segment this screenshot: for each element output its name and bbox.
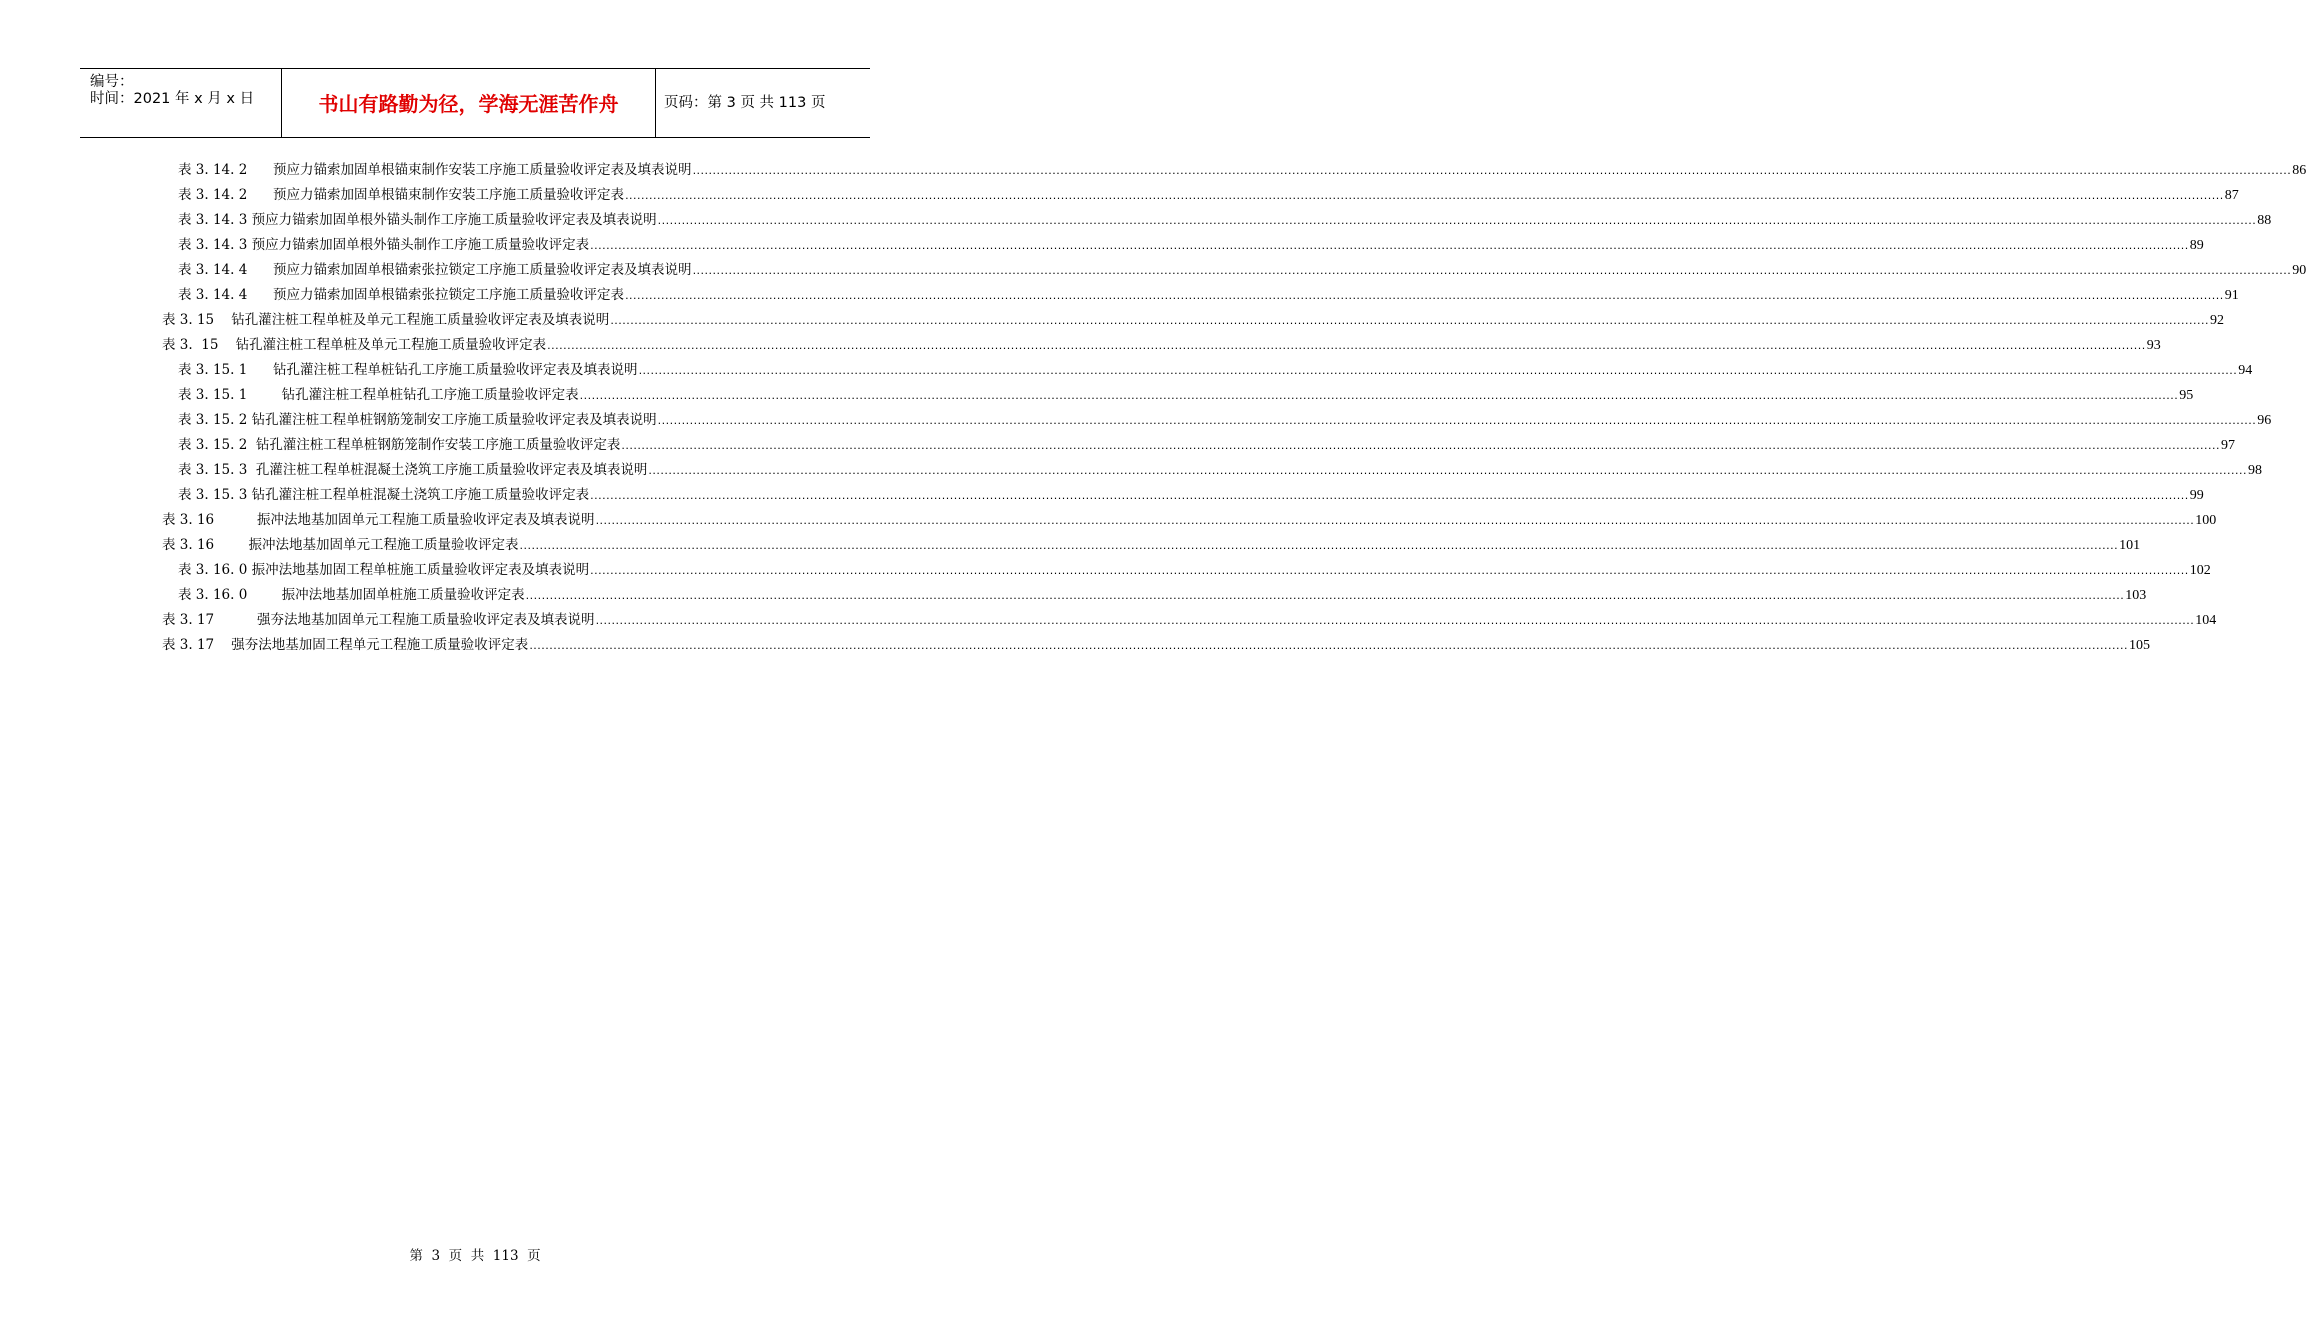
header-meta-cell bbox=[80, 69, 280, 137]
toc-entry-page-number: 104 bbox=[2195, 613, 2217, 628]
toc-entry[interactable] bbox=[178, 410, 2272, 430]
page-header bbox=[80, 68, 870, 138]
toc-entry-title: 表 3. 14. 3 预应力锚索加固单根外锚头制作工序施工质量验收评定表 bbox=[178, 237, 590, 253]
toc-dot-leader: ................................................................................................................................................................................................................................................................................................................................................................................................................ bbox=[621, 439, 2221, 452]
toc-entry-page-number: 90 bbox=[2292, 263, 2306, 278]
toc-entry-page-number: 95 bbox=[2179, 388, 2194, 403]
toc-entry[interactable] bbox=[178, 160, 2306, 180]
toc-entry-page-number: 86 bbox=[2292, 163, 2306, 178]
toc-entry-title: 表 3. 15. 2 钻孔灌注桩工程单桩钢筋笼制作安装工序施工质量验收评定表 bbox=[178, 437, 621, 453]
toc-entry[interactable] bbox=[178, 560, 2211, 580]
toc-dot-leader: ................................................................................................................................................................................................................................................................................................................................................................................................................ bbox=[590, 239, 2189, 252]
toc-dot-leader: ................................................................................................................................................................................................................................................................................................................................................................................................................ bbox=[657, 214, 2257, 227]
toc-entry-page-number: 99 bbox=[2189, 488, 2204, 503]
toc-entry[interactable] bbox=[178, 385, 2194, 405]
toc-dot-leader: ................................................................................................................................................................................................................................................................................................................................................................................................................ bbox=[638, 364, 2238, 377]
toc-entry-page-number: 97 bbox=[2221, 438, 2236, 453]
toc-dot-leader: ................................................................................................................................................................................................................................................................................................................................................................................................................ bbox=[595, 614, 2195, 627]
toc-entry[interactable] bbox=[162, 635, 2150, 655]
toc-entry[interactable] bbox=[162, 510, 2217, 530]
toc-entry[interactable] bbox=[178, 260, 2306, 280]
toc-entry-page-number: 100 bbox=[2195, 513, 2217, 528]
toc-entry-page-number: 89 bbox=[2189, 238, 2204, 253]
toc-entry-page-number: 94 bbox=[2238, 363, 2253, 378]
document-date-label: 时间：2021 年 x 月 x 日 bbox=[90, 91, 255, 107]
toc-entry-title: 表 3. 14. 2 预应力锚索加固单根锚束制作安装工序施工质量验收评定表 bbox=[178, 187, 625, 203]
header-motto: 书山有路勤为径，学海无涯苦作舟 bbox=[318, 92, 619, 116]
toc-entry[interactable] bbox=[178, 485, 2204, 505]
toc-entry-page-number: 87 bbox=[2224, 188, 2239, 203]
toc-entry-title: 表 3. 15. 3 钻孔灌注桩工程单桩混凝土浇筑工序施工质量验收评定表 bbox=[178, 487, 590, 503]
toc-dot-leader: ................................................................................................................................................................................................................................................................................................................................................................................................................ bbox=[625, 289, 2224, 302]
toc-dot-leader: ................................................................................................................................................................................................................................................................................................................................................................................................................ bbox=[692, 264, 2292, 277]
toc-entry[interactable] bbox=[178, 210, 2272, 230]
toc-entry-title: 表 3. 15 钻孔灌注桩工程单桩及单元工程施工质量验收评定表 bbox=[162, 337, 547, 353]
toc-dot-leader: ................................................................................................................................................................................................................................................................................................................................................................................................................ bbox=[525, 589, 2125, 602]
toc-dot-leader: ................................................................................................................................................................................................................................................................................................................................................................................................................ bbox=[547, 339, 2146, 352]
toc-entry[interactable] bbox=[178, 360, 2253, 380]
toc-dot-leader: ................................................................................................................................................................................................................................................................................................................................................................................................................ bbox=[590, 489, 2189, 502]
toc-entry[interactable] bbox=[178, 285, 2239, 305]
toc-entry-page-number: 103 bbox=[2125, 588, 2147, 603]
toc-dot-leader: ................................................................................................................................................................................................................................................................................................................................................................................................................ bbox=[610, 314, 2209, 327]
toc-entry[interactable] bbox=[162, 310, 2224, 330]
toc-dot-leader: ................................................................................................................................................................................................................................................................................................................................................................................................................ bbox=[529, 639, 2128, 652]
toc-entry[interactable] bbox=[178, 460, 2263, 480]
toc-entry[interactable] bbox=[162, 335, 2161, 355]
toc-entry-page-number: 93 bbox=[2146, 338, 2161, 353]
toc-entry-title: 表 3. 15 钻孔灌注桩工程单桩及单元工程施工质量验收评定表及填表说明 bbox=[162, 312, 610, 328]
toc-entry-page-number: 101 bbox=[2119, 538, 2141, 553]
toc-entry-title: 表 3. 14. 3 预应力锚索加固单根外锚头制作工序施工质量验收评定表及填表说明 bbox=[178, 212, 657, 228]
toc-entry-page-number: 98 bbox=[2248, 463, 2263, 478]
toc-entry-page-number: 102 bbox=[2189, 563, 2211, 578]
toc-entry-page-number: 92 bbox=[2209, 313, 2224, 328]
toc-dot-leader: ................................................................................................................................................................................................................................................................................................................................................................................................................ bbox=[590, 564, 2189, 577]
toc-dot-leader: ................................................................................................................................................................................................................................................................................................................................................................................................................ bbox=[519, 539, 2119, 552]
toc-entry[interactable] bbox=[178, 235, 2204, 255]
toc-dot-leader: ................................................................................................................................................................................................................................................................................................................................................................................................................ bbox=[579, 389, 2179, 402]
toc-entry-title: 表 3. 14. 4 预应力锚索加固单根锚索张拉锁定工序施工质量验收评定表及填表说明 bbox=[178, 262, 692, 278]
toc-entry-title: 表 3. 17 强夯法地基加固工程单元工程施工质量验收评定表 bbox=[162, 637, 529, 653]
header-motto-cell bbox=[281, 69, 656, 137]
toc-entry[interactable] bbox=[178, 185, 2239, 205]
toc-entry[interactable] bbox=[162, 535, 2141, 555]
toc-entry[interactable] bbox=[178, 435, 2236, 455]
header-page-info: 页码：第 3 页 共 113 页 bbox=[664, 95, 826, 111]
toc-dot-leader: ................................................................................................................................................................................................................................................................................................................................................................................................................ bbox=[625, 189, 2224, 202]
toc-dot-leader: ................................................................................................................................................................................................................................................................................................................................................................................................................ bbox=[648, 464, 2248, 477]
toc-entry-title: 表 3. 15. 2 钻孔灌注桩工程单桩钢筋笼制安工序施工质量验收评定表及填表说明 bbox=[178, 412, 657, 428]
toc-entry-title: 表 3. 15. 1 钻孔灌注桩工程单桩钻孔工序施工质量验收评定表及填表说明 bbox=[178, 362, 638, 378]
toc-entry-title: 表 3. 16. 0 振冲法地基加固单桩施工质量验收评定表 bbox=[178, 587, 525, 603]
header-page-cell bbox=[655, 69, 870, 137]
toc-entry[interactable] bbox=[162, 610, 2217, 630]
toc-dot-leader: ................................................................................................................................................................................................................................................................................................................................................................................................................ bbox=[692, 164, 2292, 177]
toc-entry-page-number: 105 bbox=[2128, 638, 2150, 653]
toc-entry-title: 表 3. 14. 4 预应力锚索加固单根锚索张拉锁定工序施工质量验收评定表 bbox=[178, 287, 625, 303]
page-footer: 第 3 页 共 113 页 bbox=[409, 1248, 541, 1264]
toc-entry-title: 表 3. 16. 0 振冲法地基加固工程单桩施工质量验收评定表及填表说明 bbox=[178, 562, 590, 578]
toc-entry-title: 表 3. 15. 3 孔灌注桩工程单桩混凝土浇筑工序施工质量验收评定表及填表说明 bbox=[178, 462, 648, 478]
toc-dot-leader: ................................................................................................................................................................................................................................................................................................................................................................................................................ bbox=[657, 414, 2257, 427]
toc-entry-title: 表 3. 16 振冲法地基加固单元工程施工质量验收评定表 bbox=[162, 537, 519, 553]
toc-entry[interactable] bbox=[178, 585, 2147, 605]
toc-entry-page-number: 88 bbox=[2257, 213, 2272, 228]
document-number-label: 编号： bbox=[90, 74, 134, 90]
toc-entry-page-number: 96 bbox=[2257, 413, 2272, 428]
toc-entry-page-number: 91 bbox=[2224, 288, 2239, 303]
toc-entry-title: 表 3. 14. 2 预应力锚索加固单根锚束制作安装工序施工质量验收评定表及填表说明 bbox=[178, 162, 692, 178]
toc-entry-title: 表 3. 17 强夯法地基加固单元工程施工质量验收评定表及填表说明 bbox=[162, 612, 595, 628]
toc-entry-title: 表 3. 15. 1 钻孔灌注桩工程单桩钻孔工序施工质量验收评定表 bbox=[178, 387, 579, 403]
toc-dot-leader: ................................................................................................................................................................................................................................................................................................................................................................................................................ bbox=[595, 514, 2195, 527]
toc-entry-title: 表 3. 16 振冲法地基加固单元工程施工质量验收评定表及填表说明 bbox=[162, 512, 595, 528]
